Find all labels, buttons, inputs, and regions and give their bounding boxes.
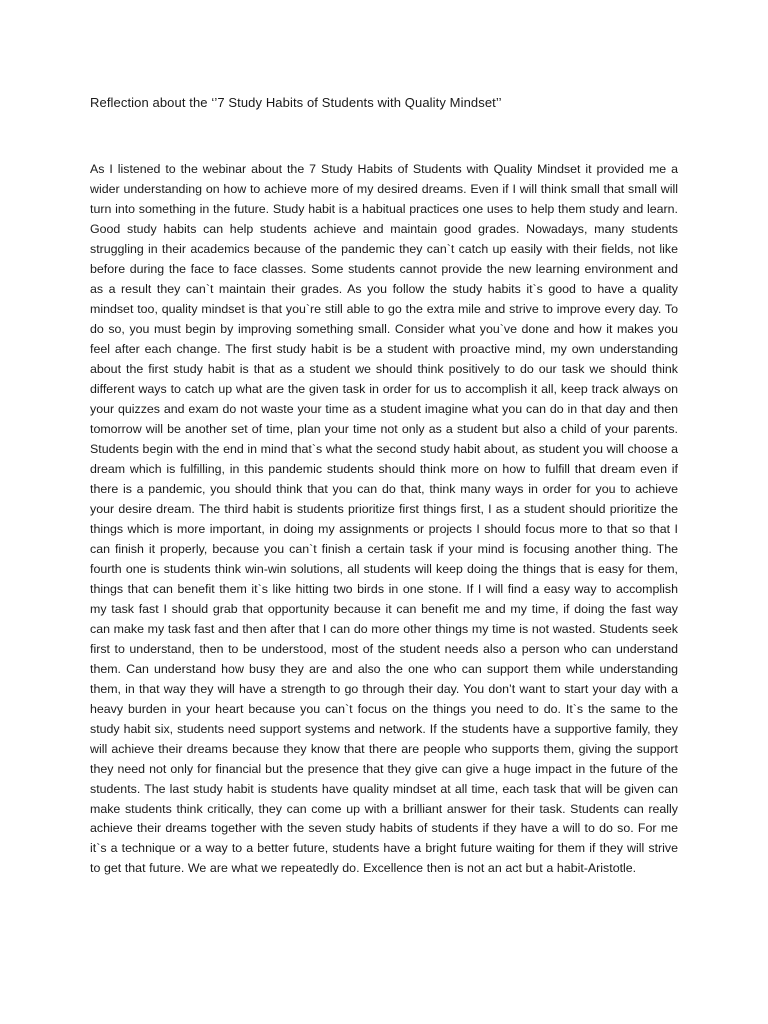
document-body-paragraph: As I listened to the webinar about the 7 Study Habits of Students with Quality Mindset it provided me a wider understanding on how to achieve more of my desired dreams. Even if I will think small that small will turn into something in the future. Study habit is a habitual practices one uses to help them study and learn. Good study habits can help students achieve and maintain good grades. Nowadays, many students struggling in their academics because of the pandemic they can`t catch up easily with their fields, not like before during the face to face classes. Some students cannot provide the new learning environment and as a result they can`t maintain their grades. As you follow the study habits it`s good to have a quality mindset too, quality mindset is that you`re still able to go the extra mile and strive to improve every day. To do so, you must begin by improving something small. Consider what you`ve done and how it makes you feel after each change. The first study habit is be a student with proactive mind, my own understanding about the first study habit is that as a student we should think positively to do our task we should think different ways to catch up what are the given task in order for us to accomplish it all, keep track always on your quizzes and exam do not waste your time as a student imagine what you can do in that day and then tomorrow will be another set of time, plan your time not only as a student but also a child of your parents. Students begin with the end in mind that`s what the second study habit about, as student you will choose a dream which is fulfilling, in this pandemic students should think more on how to fulfill that dream even if there is a pandemic, you should think that you can do that, think many ways in order for you to achieve your desire dream. The third habit is students prioritize first things first, I as a student should prioritize the things which is more important, in doing my assignments or projects I should focus more to that so that I can finish it properly, because you can`t finish a certain task if your mind is focusing another thing. The fourth one is students think win-win solutions, all students will keep doing the things that is easy for them, things that can benefit them it`s like hitting two birds in one stone. If I will find a easy way to accomplish my task fast I should grab that opportunity because it can benefit me and my time, if doing the fast way can make my task fast and then after that I can do more other things my time is not wasted. Students seek first to understand, then to be understood, most of the student needs also a person who can understand them. Can understand how busy they are and also the one who can support them while understanding them, in that way they will have a strength to go through their day. You don’t want to start your day with a heavy burden in your heart because you can`t focus on the things you need to do. It`s the same to the study habit six, students need support systems and network. If the students have a supportive family, they will achieve their dreams because they know that there are people who supports them, giving the support they need not only for financial but the presence that they give can give a huge impact in the future of the students. The last study habit is students have quality mindset at all time, each task that will be given can make students think critically, they can come up with a brilliant answer for their task. Students can really achieve their dreams together with the seven study habits of students if they have a will to do so. For me it`s a technique or a way to a better future, students have a bright future waiting for them if they will strive to get that future. We are what we repeatedly do. Excellence then is not an act but a habit-Aristotle.	[90, 162, 678, 876]
document-title: Reflection about the ‘’7 Study Habits of Students with Quality Mindset’’	[90, 95, 502, 110]
